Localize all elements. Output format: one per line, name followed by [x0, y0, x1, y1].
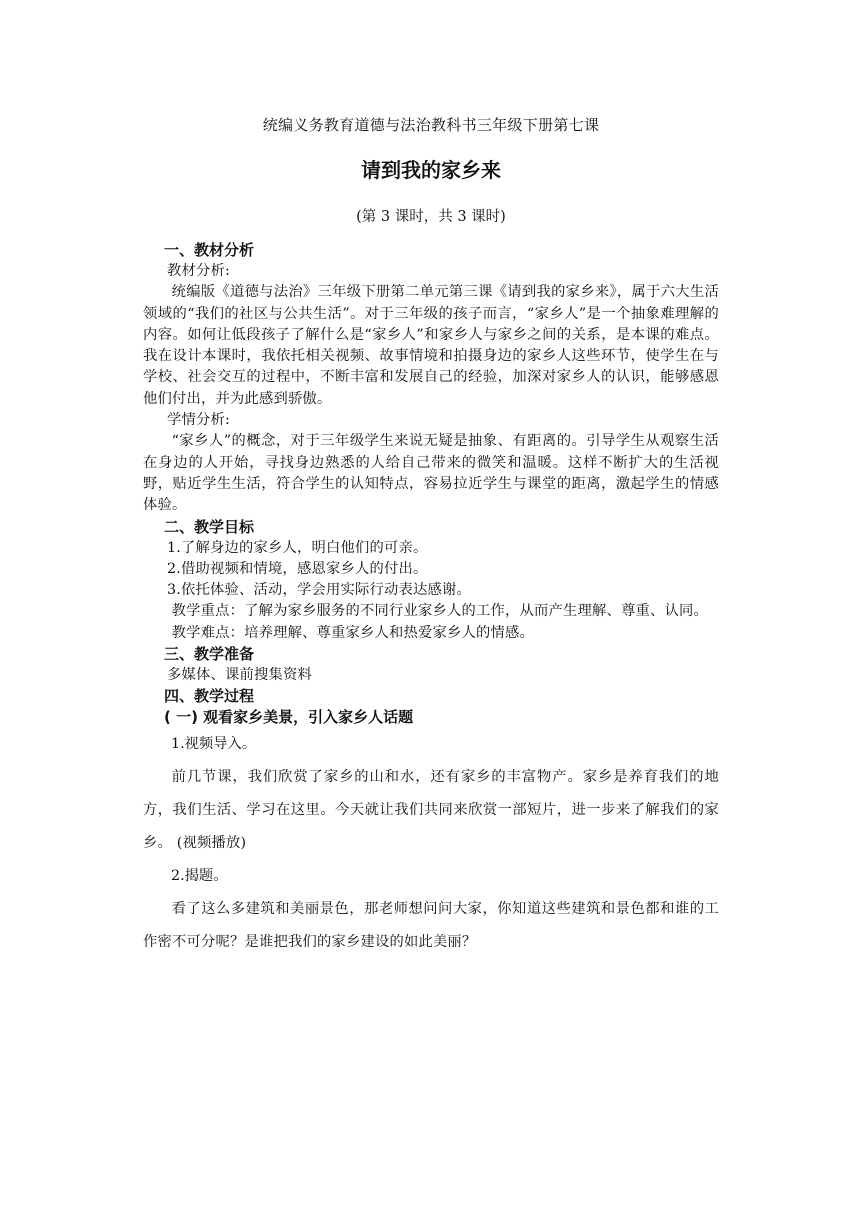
paragraph-topic-reveal: 看了这么多建筑和美丽景色，那老师想问问大家，你知道这些建筑和景色都和谁的工作密不可分呢？是谁把我们的家乡建设的如此美丽？ [143, 901, 719, 951]
document-content [143, 114, 719, 959]
goal-item: 3.依托体验、活动，学会用实际行动表达感谢。 [167, 582, 471, 599]
paragraph-student-analysis: “家乡人”的概念，对于三年级学生来说无疑是抽象、有距离的。引导学生从观察生活在身边的人开始，寻找身边熟悉的人给自己带来的微笑和温暖。这样不断扩大的生活视野，贴近学生生活，符合学生的认知特点，容易拉近学生与课堂的距离，激起学生的情感体验。 [143, 433, 719, 514]
heading-material-analysis: 一、教材分析 [164, 241, 255, 259]
heading-process-part-1: ( 一) 观看家乡美景，引入家乡人话题 [164, 708, 414, 727]
paragraph-video-intro: 前几节课，我们欣赏了家乡的山和水，还有家乡的丰富物产。家乡是养育我们的地方，我们生活、学习在这里。今天就让我们共同来欣赏一部短片，进一步来了解我们的家乡。 (视频播放) [143, 769, 719, 852]
teaching-key-point: 教学重点：了解为家乡服务的不同行业家乡人的工作，从而产生理解、尊重、认同。 [171, 603, 708, 620]
series-line: 统编义务教育道德与法治教科书三年级下册第七课 [262, 116, 600, 134]
heading-teaching-process: 四、教学过程 [164, 687, 255, 706]
step-label-video: 1.视频导入。 [171, 736, 257, 753]
paragraph-material-analysis: 统编版《道德与法治》三年级下册第二单元第三课《请到我的家乡来》，属于六大生活领域的“我们的社区与公共生活”。对于三年级的孩子而言，“家乡人”是一个抽象难理解的内容。如何让低段孩子了解什么是“家乡人”和家乡人与家乡之间的关系，是本课的难点。我在设计本课时，我依托相关视频、故事情境和拍摄身边的家乡人这些环节，使学生在与学校、社会交互的过程中，不断丰富和发展自己的经验，加深对家乡人的认识，能够感恩他们付出，并为此感到骄傲。 [143, 284, 719, 407]
heading-teaching-goals: 二、教学目标 [164, 517, 255, 536]
preparation-text: 多媒体、课前搜集资料 [167, 667, 312, 684]
lesson-period: (第 3 课时，共 3 课时) [356, 209, 506, 225]
goal-item: 2.借助视频和情境，感恩家乡人的付出。 [167, 560, 428, 577]
page-title: 请到我的家乡来 [361, 158, 501, 182]
goal-item: 1.了解身边的家乡人，明白他们的可亲。 [167, 539, 428, 556]
teaching-difficulty: 教学难点：培养理解、尊重家乡人和热爱家乡人的情感。 [171, 624, 535, 641]
heading-teaching-preparation: 三、教学准备 [164, 645, 255, 664]
step-label-topic: 2.揭题。 [171, 868, 228, 885]
label-material-analysis: 教材分析: [167, 263, 231, 279]
label-student-analysis: 学情分析: [167, 412, 231, 429]
